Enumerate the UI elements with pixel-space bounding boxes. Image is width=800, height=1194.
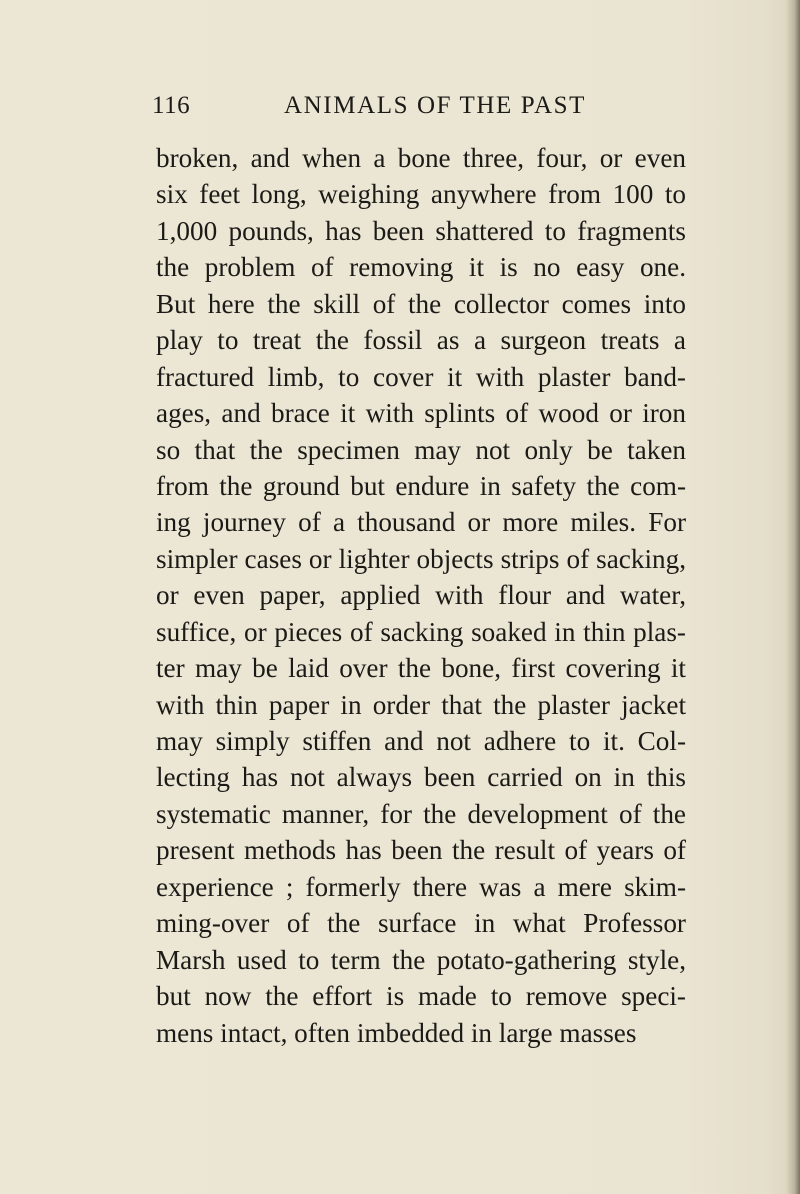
text-line: But here the skill of the collector comes into <box>156 288 686 319</box>
text-line: systematic manner, for the development of the <box>156 798 686 829</box>
text-line: Marsh used to term the potato-gathering style, <box>156 944 686 975</box>
text-line: may simply stiffen and not adhere to it. Col- <box>156 726 686 756</box>
text-line: simpler cases or lighter objects strips of sacking, <box>156 543 686 574</box>
page-number: 116 <box>152 92 191 119</box>
text-line: the problem of removing it is no easy one. <box>156 252 686 283</box>
text-line: broken, and when a bone three, four, or even <box>156 143 686 173</box>
text-line: 1,000 pounds, has been shattered to fragments <box>156 215 686 246</box>
text-line: lecting has not always been carried on in this <box>156 762 686 793</box>
text-line: fractured limb, to cover it with plaster band- <box>156 361 686 392</box>
text-line: six feet long, weighing anywhere from 100 to <box>156 179 686 210</box>
text-line: or even paper, applied with flour and water, <box>156 580 686 611</box>
text-line: ing journey of a thousand or more miles. For <box>156 507 686 538</box>
page-edge-shadow <box>786 0 800 1194</box>
text-line: ming-over of the surface in what Professor <box>156 908 686 939</box>
text-line: so that the specimen may not only be taken <box>156 434 686 465</box>
text-line: from the ground but endure in safety the com- <box>156 470 686 501</box>
text-line: but now the effort is made to remove speci- <box>156 981 686 1012</box>
page-header <box>152 92 677 126</box>
text-line: ter may be laid over the bone, first covering it <box>156 653 686 684</box>
running-title: ANIMALS OF THE PAST <box>284 92 586 119</box>
text-line: mens intact, often imbedded in large masses <box>156 1017 637 1048</box>
text-line: experience ; formerly there was a mere skim- <box>156 871 686 902</box>
text-line: present methods has been the result of years of <box>156 835 686 866</box>
text-line: play to treat the fossil as a surgeon treats a <box>156 325 686 356</box>
text-line: with thin paper in order that the plaster jacket <box>156 689 686 720</box>
text-line: ages, and brace it with splints of wood or iron <box>156 398 686 429</box>
text-line: suffice, or pieces of sacking soaked in thin plas- <box>156 616 686 647</box>
body-paragraph <box>156 140 686 1051</box>
